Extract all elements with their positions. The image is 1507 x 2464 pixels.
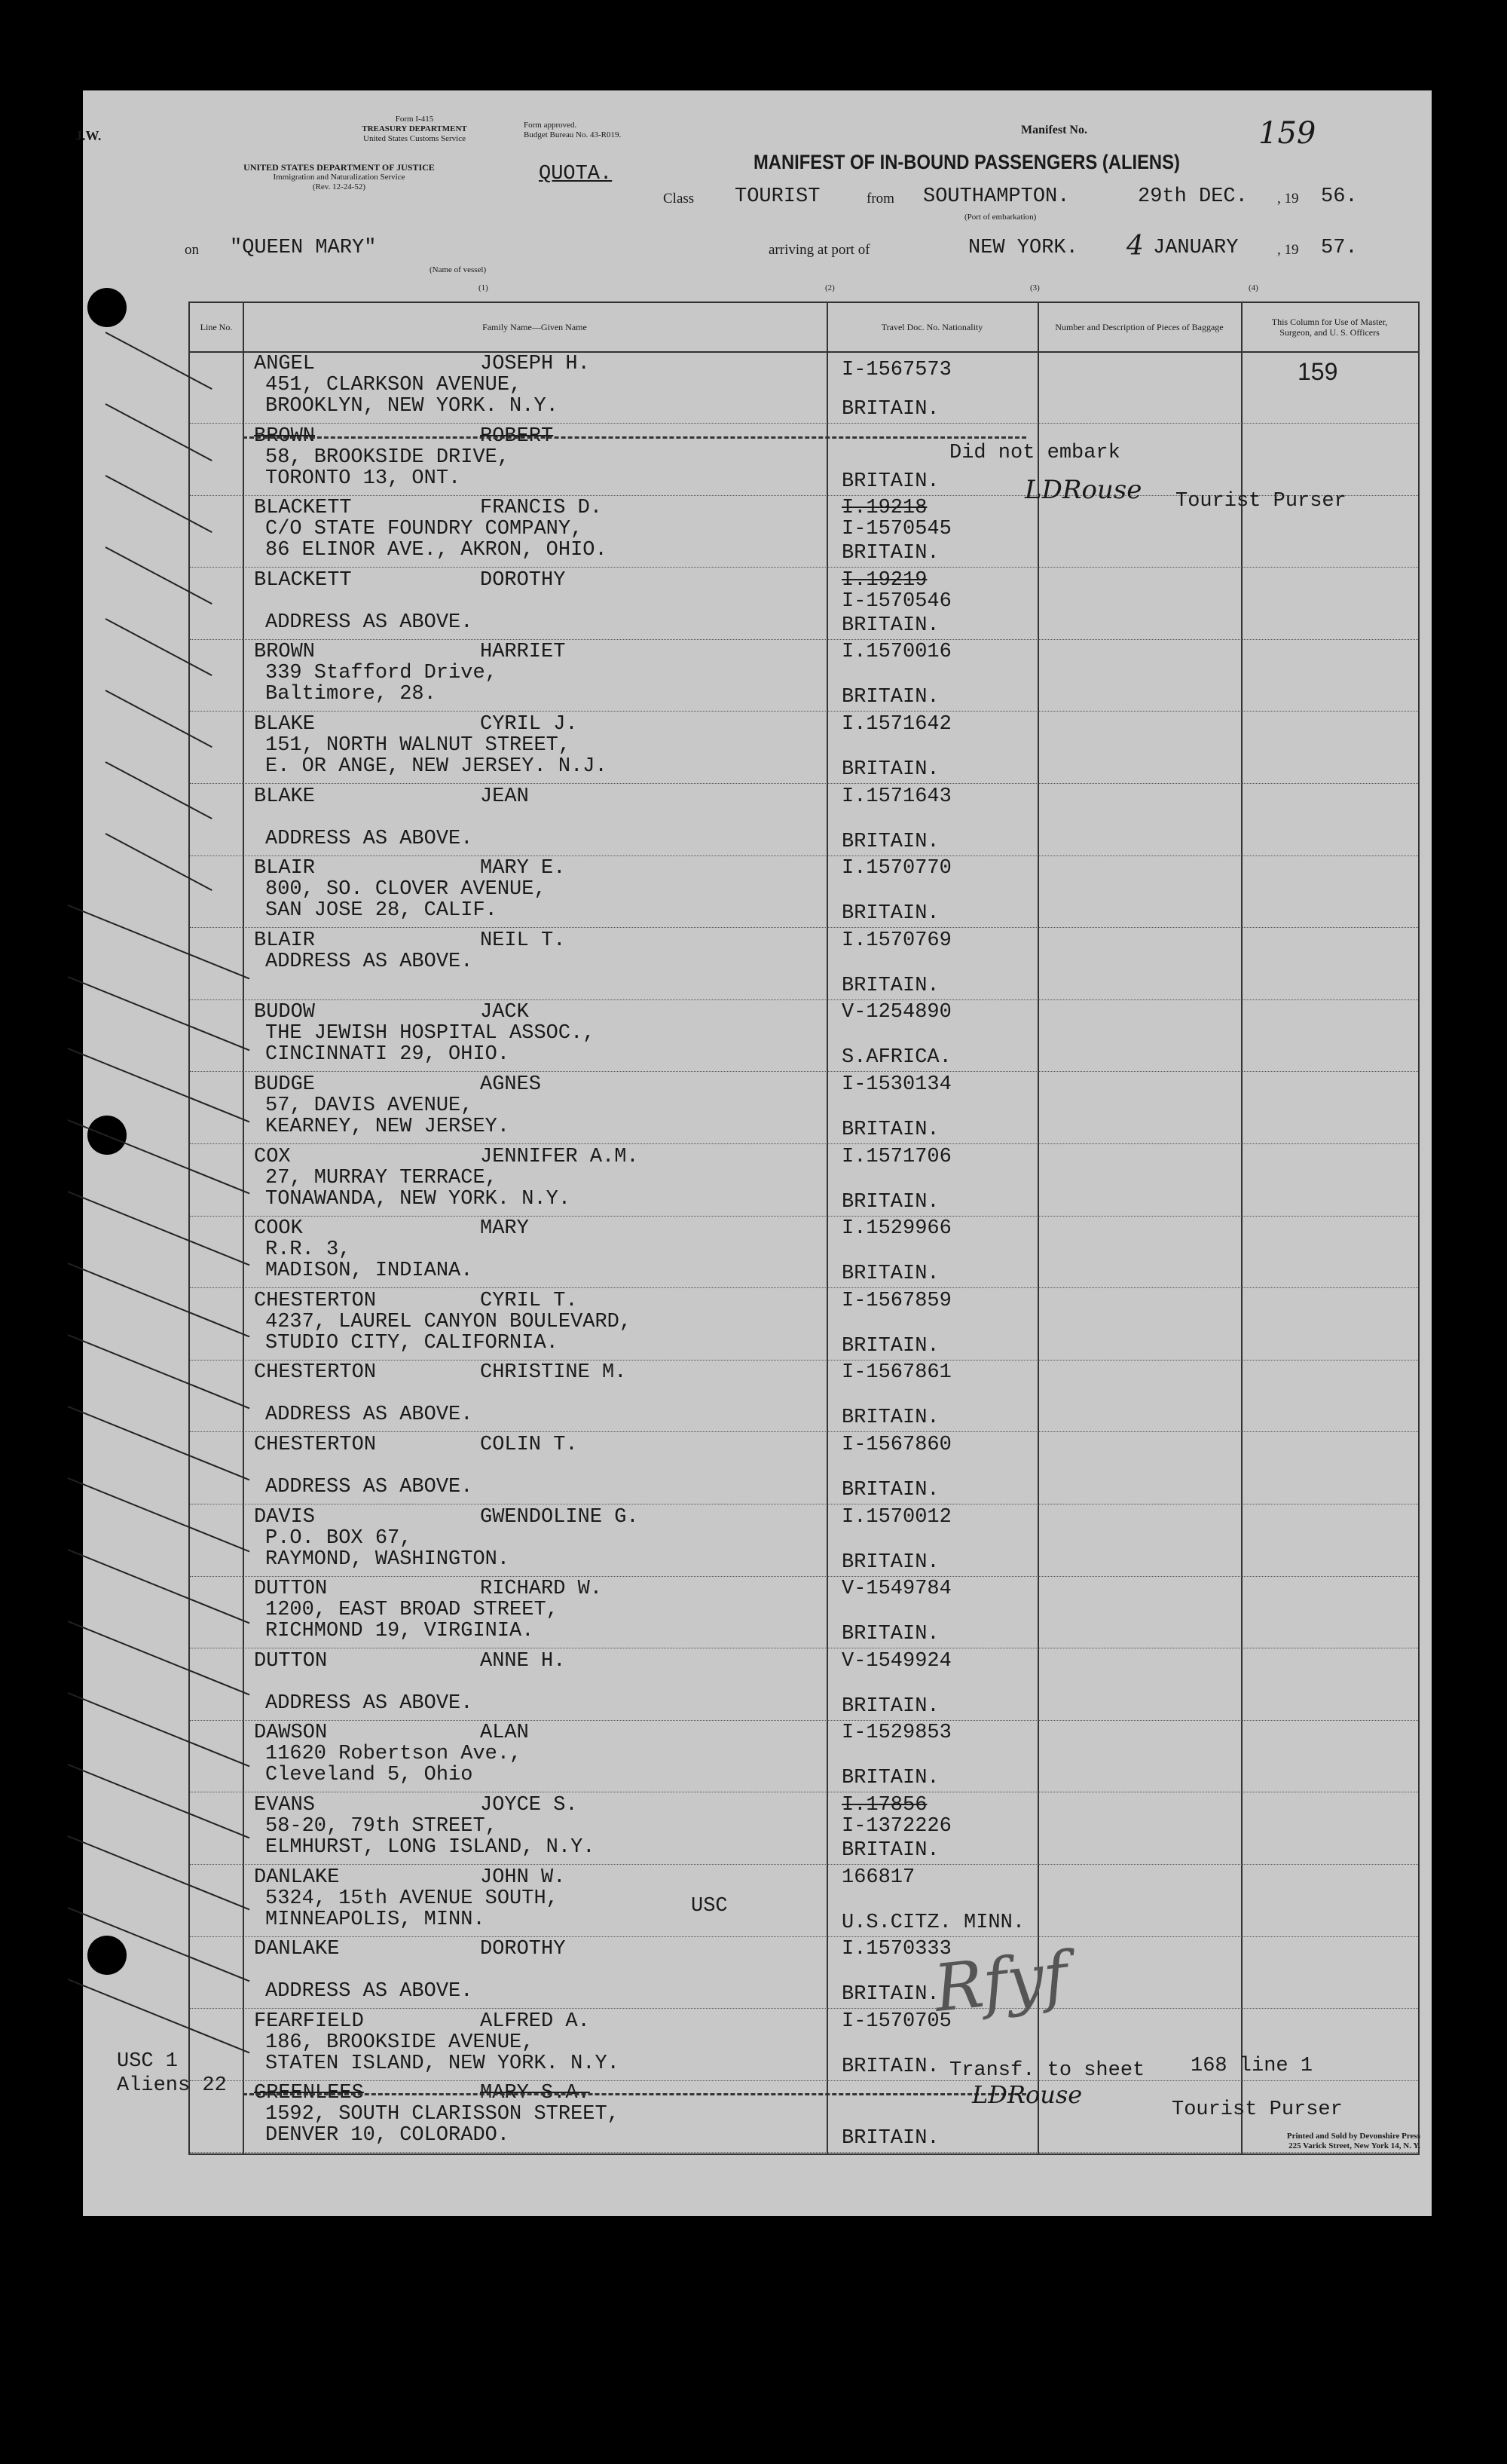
address-line-2: ADDRESS AS ABOVE. bbox=[265, 611, 473, 634]
officer-note: 159 bbox=[1298, 358, 1338, 385]
given-name: GWENDOLINE G. bbox=[480, 1505, 639, 1529]
family-name: BLAIR bbox=[254, 929, 316, 952]
family-name: BROWN bbox=[254, 641, 316, 664]
address-line-2: Baltimore, 28. bbox=[265, 683, 436, 706]
travel-doc-old: I-1529853 bbox=[842, 1722, 952, 1745]
depart-year-prefix: , 19 bbox=[1277, 191, 1299, 207]
port-embark-note: (Port of embarkation) bbox=[964, 213, 1037, 222]
nationality: BRITAIN. bbox=[842, 1479, 940, 1501]
address-line-2: KEARNEY, NEW JERSEY. bbox=[265, 1116, 510, 1138]
travel-doc-old: I-1567573 bbox=[842, 359, 952, 381]
form-number: Form I-415 TREASURY DEPARTMENT United States Customs Service bbox=[362, 115, 467, 143]
travel-doc-old: I.1529966 bbox=[842, 1217, 952, 1241]
form-approval: Form approved. Budget Bureau No. 43-R019. bbox=[524, 121, 622, 139]
nationality: BRITAIN. bbox=[842, 1406, 940, 1430]
table-row bbox=[190, 928, 1418, 997]
address-line-2: RAYMOND, WASHINGTON. bbox=[265, 1547, 510, 1571]
arrive-day: 4 bbox=[1126, 231, 1144, 262]
family-name: BLAIR bbox=[254, 857, 316, 880]
table-row bbox=[190, 1936, 1418, 2006]
travel-doc-old: I.19219 bbox=[842, 568, 928, 592]
travel-doc-no: I-1372226 bbox=[842, 1815, 952, 1838]
travel-doc-old: I.1570012 bbox=[842, 1505, 952, 1529]
quota-stamp: QUOTA. bbox=[539, 163, 613, 185]
col-num-4: (4) bbox=[1249, 283, 1258, 292]
nationality: BRITAIN. bbox=[842, 1190, 940, 1214]
tourist-purser-label-2: Tourist Purser bbox=[1172, 2098, 1343, 2121]
class-value: TOURIST bbox=[735, 185, 821, 208]
nationality: BRITAIN. bbox=[842, 974, 940, 997]
given-name: NEIL T. bbox=[480, 929, 566, 952]
given-name: COLIN T. bbox=[480, 1434, 578, 1456]
given-name: DOROTHY bbox=[480, 568, 566, 592]
address-line-1: 186, BROOKSIDE AVENUE, bbox=[265, 2031, 534, 2054]
nationality: S.AFRICA. bbox=[842, 1046, 952, 1070]
address-line-2: MADISON, INDIANA. bbox=[265, 1260, 473, 1283]
address-line-2: DENVER 10, COLORADO. bbox=[265, 2124, 510, 2147]
address-line-1: P.O. BOX 67, bbox=[265, 1526, 412, 1550]
nationality: BRITAIN. bbox=[842, 1263, 940, 1286]
table-row bbox=[190, 424, 1418, 493]
travel-doc-old: I.1570769 bbox=[842, 929, 952, 952]
nationality: BRITAIN. bbox=[842, 758, 940, 781]
table-row bbox=[190, 1504, 1418, 1574]
table-row bbox=[190, 351, 1418, 421]
nationality: BRITAIN. bbox=[842, 2127, 940, 2150]
family-name: DANLAKE bbox=[254, 1938, 340, 1961]
address-line-2: E. OR ANGE, NEW JERSEY. N.J. bbox=[265, 755, 607, 778]
table-row bbox=[190, 999, 1418, 1069]
nationality: BRITAIN. bbox=[842, 1334, 940, 1357]
arrive-port: NEW YORK. bbox=[968, 237, 1078, 259]
table-row bbox=[190, 1720, 1418, 1789]
address-line-2: TORONTO 13, ONT. bbox=[265, 467, 461, 490]
address-line-2: ELMHURST, LONG ISLAND, N.Y. bbox=[265, 1836, 595, 1859]
nationality: BRITAIN. bbox=[842, 542, 940, 565]
address-line-2: ADDRESS AS ABOVE. bbox=[265, 1691, 473, 1715]
address-line-1: 1200, EAST BROAD STREET, bbox=[265, 1599, 558, 1622]
travel-doc-old: I-1530134 bbox=[842, 1073, 952, 1096]
address-line-2: TONAWANDA, NEW YORK. N.Y. bbox=[265, 1187, 571, 1211]
given-name: CHRISTINE M. bbox=[480, 1361, 627, 1385]
address-line-1: THE JEWISH HOSPITAL ASSOC., bbox=[265, 1022, 595, 1045]
manifest-title: MANIFEST OF IN-BOUND PASSENGERS (ALIENS) bbox=[754, 151, 1180, 173]
travel-doc-old: I.1571642 bbox=[842, 713, 952, 736]
col-header-line-no: Line No. bbox=[200, 322, 233, 332]
nationality: BRITAIN. bbox=[842, 830, 940, 853]
nationality: BRITAIN. bbox=[842, 470, 940, 493]
given-name: JACK bbox=[480, 1001, 529, 1024]
given-name: FRANCIS D. bbox=[480, 497, 603, 520]
family-name: DAVIS bbox=[254, 1505, 316, 1529]
family-name: BLACKETT bbox=[254, 568, 352, 592]
binder-hole bbox=[87, 288, 127, 327]
table-row bbox=[190, 712, 1418, 781]
given-name: RICHARD W. bbox=[480, 1578, 603, 1601]
col-num-1: (1) bbox=[478, 283, 488, 292]
travel-doc-old: V-1254890 bbox=[842, 1001, 952, 1024]
address-line-1: 4237, LAUREL CANYON BOULEVARD, bbox=[265, 1310, 632, 1333]
family-name: COX bbox=[254, 1145, 291, 1168]
family-name: DUTTON bbox=[254, 1578, 328, 1601]
table-row bbox=[190, 1576, 1418, 1645]
family-name: BUDOW bbox=[254, 1001, 316, 1024]
address-line-1: 151, NORTH WALNUT STREET, bbox=[265, 734, 571, 757]
given-name: CYRIL T. bbox=[480, 1289, 578, 1312]
family-name: BLAKE bbox=[254, 785, 316, 808]
table-row bbox=[190, 1144, 1418, 1214]
col-header-name: Family Name—Given Name bbox=[482, 322, 587, 332]
address-line-1: 27, MURRAY TERRACE, bbox=[265, 1166, 497, 1189]
officer-signature: Rfyf bbox=[931, 1938, 1071, 2027]
given-name: MARY E. bbox=[480, 857, 566, 880]
address-line-2: CINCINNATI 29, OHIO. bbox=[265, 1043, 510, 1067]
given-name: AGNES bbox=[480, 1073, 542, 1096]
cancel-strike-line bbox=[243, 2093, 1026, 2095]
nationality: BRITAIN. bbox=[842, 1623, 940, 1646]
table-row bbox=[190, 1648, 1418, 1718]
family-name: BLACKETT bbox=[254, 497, 352, 520]
given-name: ROBERT bbox=[480, 424, 554, 448]
given-name: ANNE H. bbox=[480, 1649, 566, 1673]
col-header-officers: This Column for Use of Master, Surgeon, and U. S. Officers bbox=[1271, 317, 1388, 338]
officer-note: USC bbox=[691, 1894, 728, 1918]
table-row bbox=[190, 1865, 1418, 1934]
nationality: BRITAIN. bbox=[842, 1119, 940, 1141]
given-name: CYRIL J. bbox=[480, 713, 578, 736]
given-name: ALAN bbox=[480, 1722, 529, 1745]
totals-aliens: Aliens 22 bbox=[117, 2074, 227, 2097]
travel-doc-old: I.1570333 bbox=[842, 1938, 952, 1961]
table-row bbox=[190, 856, 1418, 925]
travel-doc-old: V-1549924 bbox=[842, 1649, 952, 1673]
address-line-2: RICHMOND 19, VIRGINIA. bbox=[265, 1620, 534, 1643]
address-line-2: ADDRESS AS ABOVE. bbox=[265, 1476, 473, 1498]
manifest-no-label: Manifest No. bbox=[1021, 124, 1087, 136]
travel-doc-old: I.1571643 bbox=[842, 785, 952, 808]
address-line-2: BROOKLYN, NEW YORK. N.Y. bbox=[265, 395, 558, 418]
given-name: DOROTHY bbox=[480, 1938, 566, 1961]
address-line-1: ADDRESS AS ABOVE. bbox=[265, 950, 473, 973]
address-line-1: 800, SO. CLOVER AVENUE, bbox=[265, 878, 546, 901]
given-name: JOSEPH H. bbox=[480, 353, 590, 375]
travel-doc-old: I.1571706 bbox=[842, 1145, 952, 1168]
address-line-2: ADDRESS AS ABOVE. bbox=[265, 1980, 473, 2003]
did-not-embark-note: Did not embark bbox=[949, 442, 1120, 464]
address-line-1: 58-20, 79th STREET, bbox=[265, 1815, 497, 1838]
nationality: BRITAIN. bbox=[842, 614, 940, 637]
travel-doc-old: V-1549784 bbox=[842, 1578, 952, 1601]
given-name: MARY bbox=[480, 1217, 529, 1241]
travel-doc-no: I-1570545 bbox=[842, 518, 952, 541]
address-line-2: Cleveland 5, Ohio bbox=[265, 1764, 473, 1787]
binder-hole bbox=[87, 1936, 127, 1975]
table-row bbox=[190, 568, 1418, 637]
family-name: COOK bbox=[254, 1217, 303, 1241]
address-line-1: 5324, 15th AVENUE SOUTH, bbox=[265, 1887, 558, 1910]
travel-doc-old: 166817 bbox=[842, 1866, 916, 1889]
given-name: ALFRED A. bbox=[480, 2009, 590, 2033]
address-line-2: ADDRESS AS ABOVE. bbox=[265, 1403, 473, 1427]
arriving-label: arriving at port of bbox=[769, 242, 870, 258]
travel-doc-old: I-1567861 bbox=[842, 1361, 952, 1385]
address-line-2: 86 ELINOR AVE., AKRON, OHIO. bbox=[265, 539, 607, 562]
nationality: BRITAIN. bbox=[842, 2055, 940, 2078]
given-name: JOYCE S. bbox=[480, 1794, 578, 1817]
family-name: BUDGE bbox=[254, 1073, 316, 1096]
from-value: SOUTHAMPTON. bbox=[923, 185, 1070, 208]
family-name: DANLAKE bbox=[254, 1866, 340, 1889]
printer-imprint: Printed and Sold by Devonshire Press 225 Varick Street, New York 14, N. Y. bbox=[1286, 2132, 1420, 2150]
travel-doc-old: I-1567859 bbox=[842, 1289, 952, 1312]
table-row bbox=[190, 1432, 1418, 1501]
purser-signature-1: LDRouse bbox=[1025, 475, 1142, 505]
travel-doc-old: I.17856 bbox=[842, 1794, 928, 1817]
given-name: JEAN bbox=[480, 785, 529, 808]
address-line-2: ADDRESS AS ABOVE. bbox=[265, 827, 473, 850]
depart-year: 56. bbox=[1321, 185, 1358, 208]
nationality: U.S.CITZ. MINN. bbox=[842, 1911, 1026, 1934]
travel-doc-old: I-1567860 bbox=[842, 1434, 952, 1456]
totals-usc: USC 1 bbox=[117, 2050, 179, 2073]
given-name: MARY S.A. bbox=[480, 2082, 590, 2105]
family-name: FEARFIELD bbox=[254, 2009, 364, 2033]
initials: J.W. bbox=[75, 128, 102, 143]
table-row bbox=[190, 1792, 1418, 1862]
tourist-purser-label-1: Tourist Purser bbox=[1175, 490, 1347, 513]
on-label: on bbox=[185, 242, 199, 258]
col-num-3: (3) bbox=[1030, 283, 1040, 292]
address-line-1: R.R. 3, bbox=[265, 1238, 351, 1262]
address-line-2: SAN JOSE 28, CALIF. bbox=[265, 899, 497, 923]
travel-doc-old: I.19218 bbox=[842, 497, 928, 520]
transfer-note: Transf. to sheet bbox=[949, 2059, 1145, 2082]
table-row bbox=[190, 784, 1418, 853]
given-name: HARRIET bbox=[480, 641, 566, 664]
depart-date: 29th DEC. bbox=[1138, 185, 1248, 208]
nationality: BRITAIN. bbox=[842, 902, 940, 926]
family-name: CHESTERTON bbox=[254, 1434, 377, 1456]
family-name: EVANS bbox=[254, 1794, 316, 1817]
col-num-2: (2) bbox=[825, 283, 835, 292]
family-name: CHESTERTON bbox=[254, 1361, 377, 1385]
arrive-year-prefix: , 19 bbox=[1277, 242, 1299, 258]
given-name: JOHN W. bbox=[480, 1866, 566, 1889]
table-row bbox=[190, 1288, 1418, 1357]
transfer-sheet-line: 168 line 1 bbox=[1191, 2055, 1313, 2077]
table-row bbox=[190, 1072, 1418, 1141]
address-line-1: 57, DAVIS AVENUE, bbox=[265, 1094, 473, 1117]
address-line-1: 58, BROOKSIDE DRIVE, bbox=[265, 445, 510, 469]
address-line-1: 339 Stafford Drive, bbox=[265, 662, 497, 685]
manifest-no: 159 bbox=[1258, 116, 1316, 151]
doj-heading: UNITED STATES DEPARTMENT OF JUSTICE Immigration and Naturalization Service (Rev. 12-24-52) bbox=[243, 162, 435, 191]
manifest-sheet bbox=[75, 90, 1432, 2216]
nationality: BRITAIN. bbox=[842, 1839, 940, 1862]
family-name: BROWN bbox=[254, 424, 316, 448]
given-name: JENNIFER A.M. bbox=[480, 1145, 639, 1168]
arrive-year: 57. bbox=[1321, 237, 1358, 259]
vessel-name: "QUEEN MARY" bbox=[230, 237, 377, 259]
nationality: BRITAIN. bbox=[842, 1694, 940, 1718]
address-line-2: STUDIO CITY, CALIFORNIA. bbox=[265, 1331, 558, 1354]
nationality: BRITAIN. bbox=[842, 1767, 940, 1790]
passenger-table bbox=[188, 301, 1420, 2155]
family-name: BLAKE bbox=[254, 713, 316, 736]
family-name: GREENLEES bbox=[254, 2082, 364, 2105]
nationality: BRITAIN. bbox=[842, 686, 940, 709]
travel-doc-no: I-1570546 bbox=[842, 589, 952, 613]
nationality: BRITAIN. bbox=[842, 398, 940, 421]
travel-doc-old: I.1570016 bbox=[842, 641, 952, 664]
family-name: DAWSON bbox=[254, 1722, 328, 1745]
address-line-2: MINNEAPOLIS, MINN. bbox=[265, 1908, 485, 1931]
cancel-strike-line bbox=[243, 436, 1026, 439]
col-header-travel-doc: Travel Doc. No. Nationality bbox=[881, 322, 983, 332]
family-name: ANGEL bbox=[254, 353, 316, 375]
nationality: BRITAIN. bbox=[842, 1983, 940, 2006]
address-line-1: 1592, SOUTH CLARISSON STREET, bbox=[265, 2103, 619, 2126]
purser-signature-2: LDRouse bbox=[972, 2080, 1083, 2109]
class-label: Class bbox=[663, 191, 695, 207]
arrive-month: JANUARY bbox=[1153, 237, 1239, 259]
table-row bbox=[190, 639, 1418, 709]
address-line-1: 451, CLARKSON AVENUE, bbox=[265, 374, 522, 396]
nationality: BRITAIN. bbox=[842, 1550, 940, 1574]
family-name: CHESTERTON bbox=[254, 1289, 377, 1312]
vessel-note: (Name of vessel) bbox=[429, 265, 487, 274]
address-line-2: STATEN ISLAND, NEW YORK. N.Y. bbox=[265, 2052, 619, 2075]
family-name: DUTTON bbox=[254, 1649, 328, 1673]
from-label: from bbox=[867, 191, 894, 207]
table-row bbox=[190, 1360, 1418, 1429]
address-line-1: 11620 Robertson Ave., bbox=[265, 1743, 522, 1766]
address-line-1: C/O STATE FOUNDRY COMPANY, bbox=[265, 518, 583, 541]
col-header-baggage: Number and Description of Pieces of Baggage bbox=[1055, 322, 1224, 332]
travel-doc-old: I-1570705 bbox=[842, 2009, 952, 2033]
table-row bbox=[190, 1216, 1418, 1285]
travel-doc-old: I.1570770 bbox=[842, 857, 952, 880]
